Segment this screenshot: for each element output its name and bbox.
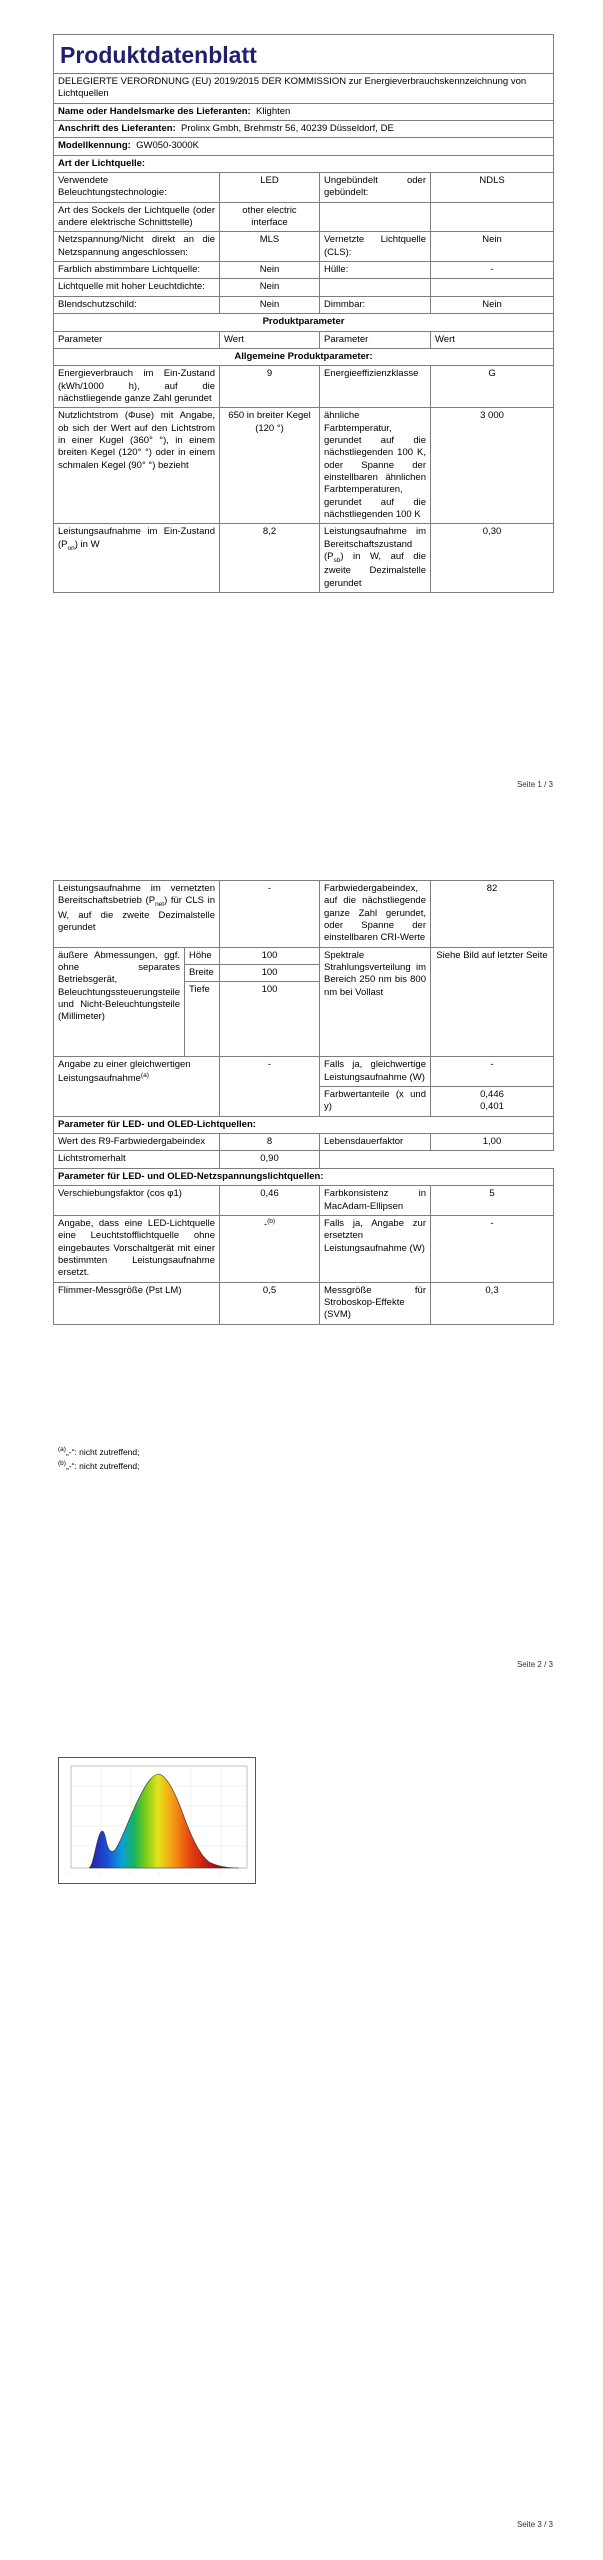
height-label: Höhe bbox=[185, 948, 220, 965]
regulation-text: DELEGIERTE VERORDNUNG (EU) 2019/2015 DER KOMMISSION zur Energieverbrauchskennzeichnung von Lichtquellen bbox=[54, 74, 554, 104]
light-source-type-heading: Art der Lichtquelle: bbox=[54, 155, 554, 172]
dimensions-cell bbox=[54, 947, 220, 1057]
mains-value: MLS bbox=[220, 232, 320, 262]
maintenance-label: Lichtstromerhalt bbox=[54, 1151, 220, 1168]
chromaticity-x: 0,446 bbox=[480, 1089, 504, 1101]
column-header-parameter: Parameter bbox=[54, 331, 220, 348]
product-params-heading: Produktparameter bbox=[54, 314, 554, 331]
energy-value: 9 bbox=[220, 366, 320, 408]
cap-label: Art des Sockels der Lichtquelle (oder andere elektrische Schnittstelle) bbox=[54, 202, 220, 232]
lighting-tech-value: LED bbox=[220, 173, 320, 203]
product-data-table-page-2 bbox=[53, 880, 554, 1325]
spd-value: Siehe Bild auf letzter Seite bbox=[431, 947, 554, 1057]
supplier-name-value: Klighten bbox=[256, 105, 291, 117]
footnote-a: $^{(a)}$„-“: nicht zutreffend; bbox=[58, 1446, 140, 1457]
depth-value: 100 bbox=[261, 984, 278, 996]
stroboscopic-value: 0,3 bbox=[431, 1282, 554, 1324]
equiv-power-label: Angabe zu einer gleichwertigen Leistungsaufnahme$^{(a)}$ bbox=[54, 1057, 220, 1116]
document-title: Produktdatenblatt bbox=[60, 42, 257, 68]
svg-text:·: · bbox=[69, 1872, 71, 1876]
replace-power-label: Falls ja, Angabe zur ersetzten Leistungsaufnahme (W) bbox=[320, 1215, 431, 1282]
equiv-power2-label: Falls ja, gleichwertige Leistungsaufnahme (W) bbox=[320, 1057, 431, 1087]
supplier-name-row bbox=[54, 103, 554, 120]
cct-value: 3 000 bbox=[431, 408, 554, 524]
survival-label: Lebensdauerfaktor bbox=[320, 1134, 431, 1151]
stroboscopic-label: Messgröße für Stroboskop-Effekte (SVM) bbox=[320, 1282, 431, 1324]
standby-label: Leistungsaufnahme im Bereitschaftszustand $(P_{sb})$ in W, auf die zweite Dezimalstelle gerundet bbox=[320, 524, 431, 593]
colour-tunable-value: Nein bbox=[220, 262, 320, 279]
connected-value: Nein bbox=[431, 232, 554, 262]
page-number-3: Seite 3 / 3 bbox=[516, 2520, 553, 2529]
product-data-table-page-1 bbox=[53, 34, 554, 593]
colour-tunable-label: Farblich abstimmbare Lichtquelle: bbox=[54, 262, 220, 279]
supplier-address-value: Prolinx Gmbh, Brehmstr 56, 40239 Düsseldorf, DE bbox=[181, 123, 394, 135]
column-header-parameter-2: Parameter bbox=[320, 331, 431, 348]
dimmable-label: Dimmbar: bbox=[320, 296, 431, 313]
chromaticity-values bbox=[431, 1087, 554, 1117]
cct-label: ähnliche Farbtemperatur, gerundet auf die nächstliegenden 100 K, oder Spanne der einstellbaren ähnlichen Farbtemperaturen, gerundet auf die nächstliegenden 100 K bbox=[320, 408, 431, 524]
flicker-value: 0,5 bbox=[220, 1282, 320, 1324]
nondirectional-label: Ungebündelt oder gebündelt: bbox=[320, 173, 431, 203]
model-row bbox=[54, 138, 554, 155]
replace-power-value: - bbox=[431, 1215, 554, 1282]
svg-text:·: · bbox=[99, 1872, 101, 1876]
spd-label: Spektrale Strahlungsverteilung im Bereich 250 nm bis 800 nm bei Vollast bbox=[320, 947, 431, 1057]
replace-value: -$^{(b)}$ bbox=[220, 1215, 320, 1282]
displacement-label: Verschiebungsfaktor (cos φ1) bbox=[54, 1186, 220, 1216]
power-on-value: 8,2 bbox=[220, 524, 320, 593]
chromaticity-label: Farbwertanteile (x und y) bbox=[320, 1087, 431, 1117]
page-number-1: Seite 1 / 3 bbox=[516, 780, 553, 789]
net-standby-label: Leistungsaufnahme im vernetzten Bereitschaftsbetrieb $(P_{net})$ für CLS in W, auf die zweite Dezimalstelle gerundet bbox=[54, 881, 220, 948]
footnote-b: $^{(b)}$„-“: nicht zutreffend; bbox=[58, 1460, 140, 1472]
width-label: Breite bbox=[185, 965, 220, 982]
efficiency-label: Energieeffizienzklasse bbox=[320, 366, 431, 408]
svg-text:·: · bbox=[219, 1872, 221, 1876]
svg-text:·: · bbox=[189, 1872, 191, 1876]
supplier-name-label: Name oder Handelsmarke des Lieferanten: bbox=[58, 105, 251, 117]
supplier-address-row bbox=[54, 121, 554, 138]
supplier-address-label: Anschrift des Lieferanten: bbox=[58, 123, 176, 135]
equiv-power2-value: - bbox=[431, 1057, 554, 1087]
high-luminance-value: Nein bbox=[220, 279, 320, 296]
survival-value: 1,00 bbox=[431, 1134, 554, 1151]
colour-consistency-value: 5 bbox=[431, 1186, 554, 1216]
footnotes bbox=[58, 1445, 140, 1474]
dimmable-value: Nein bbox=[431, 296, 554, 313]
spectrum-plot bbox=[59, 1758, 255, 1883]
led-params-heading: Parameter für LED- und OLED-Lichtquellen: bbox=[54, 1116, 554, 1133]
antiglare-label: Blendschutzschild: bbox=[54, 296, 220, 313]
flicker-label: Flimmer-Messgröße (Pst LM) bbox=[54, 1282, 220, 1324]
replace-label: Angabe, dass eine LED-Lichtquelle eine Leuchtstofflichtquelle ohne eingebautes Vorschaltgerät mit einer bestimmten Leistungsaufnahme ersetzt. bbox=[54, 1215, 220, 1282]
r9-label: Wert des R9-Farbwiedergabeindex bbox=[54, 1134, 220, 1151]
height-value: 100 bbox=[220, 948, 319, 965]
standby-value: 0,30 bbox=[431, 524, 554, 593]
mains-led-params-heading: Parameter für LED- und OLED-Netzspannungslichtquellen: bbox=[54, 1168, 554, 1185]
flux-label: Nutzlichtstrom (Φuse) mit Angabe, ob sich der Wert auf den Lichtstrom in einer Kugel (360° °), in einem breiten Kegel (120° °) oder in einem schmalen Kegel (90° °) bezieht bbox=[54, 408, 220, 524]
displacement-value: 0,46 bbox=[220, 1186, 320, 1216]
nondirectional-value: NDLS bbox=[431, 173, 554, 203]
connected-label: Vernetzte Lichtquelle (CLS): bbox=[320, 232, 431, 262]
column-header-value: Wert bbox=[220, 331, 320, 348]
antiglare-value: Nein bbox=[220, 296, 320, 313]
r9-value: 8 bbox=[220, 1134, 320, 1151]
general-params-heading: Allgemeine Produktparameter: bbox=[54, 348, 554, 365]
maintenance-value: 0,90 bbox=[220, 1151, 320, 1168]
width-value: 100 bbox=[220, 965, 319, 982]
cri-label: Farbwiedergabeindex, auf die nächstliegende ganze Zahl gerundet, oder Spanne der einstellbaren CRI-Werte bbox=[320, 881, 431, 948]
page-1 bbox=[0, 0, 603, 840]
column-header-value-2: Wert bbox=[431, 331, 554, 348]
envelope-value: - bbox=[431, 262, 554, 279]
power-on-label: Leistungsaufnahme im Ein-Zustand $(P_{on})$ in W bbox=[54, 524, 220, 593]
svg-text:·: · bbox=[159, 1872, 161, 1876]
axis-ticks bbox=[69, 1872, 220, 1876]
energy-label: Energieverbrauch im Ein-Zustand (kWh/1000 h), auf die nächstliegende ganze Zahl gerundet bbox=[54, 366, 220, 408]
cri-value: 82 bbox=[431, 881, 554, 948]
cap-value: other electric interface bbox=[220, 202, 320, 232]
spectral-distribution-image bbox=[58, 1757, 256, 1884]
efficiency-value: G bbox=[431, 366, 554, 408]
envelope-label: Hülle: bbox=[320, 262, 431, 279]
model-value: GW050-3000K bbox=[136, 140, 199, 152]
mains-label: Netzspannung/Nicht direkt an die Netzspannung angeschlossen: bbox=[54, 232, 220, 262]
chromaticity-y: 0,401 bbox=[480, 1101, 504, 1113]
flux-value: 650 in breiter Kegel (120 °) bbox=[220, 408, 320, 524]
dimensions-values bbox=[220, 947, 320, 1057]
colour-consistency-label: Farbkonsistenz in MacAdam-Ellipsen bbox=[320, 1186, 431, 1216]
depth-label: Tiefe bbox=[189, 984, 210, 996]
dimensions-label: äußere Abmessungen, ggf. ohne separates Betriebsgerät, Beleuchtungssteuerungsteile und Nicht-Beleuchtungsteile (Millimeter) bbox=[54, 948, 185, 1057]
model-label: Modellkennung: bbox=[58, 140, 131, 152]
svg-text:·: · bbox=[129, 1872, 131, 1876]
lighting-tech-label: Verwendete Beleuchtungstechnologie: bbox=[54, 173, 220, 203]
high-luminance-label: Lichtquelle mit hoher Leuchtdichte: bbox=[54, 279, 220, 296]
page-2 bbox=[0, 880, 603, 1680]
page-number-2: Seite 2 / 3 bbox=[516, 1660, 553, 1669]
equiv-power-value: - bbox=[220, 1057, 320, 1116]
net-standby-value: - bbox=[220, 881, 320, 948]
